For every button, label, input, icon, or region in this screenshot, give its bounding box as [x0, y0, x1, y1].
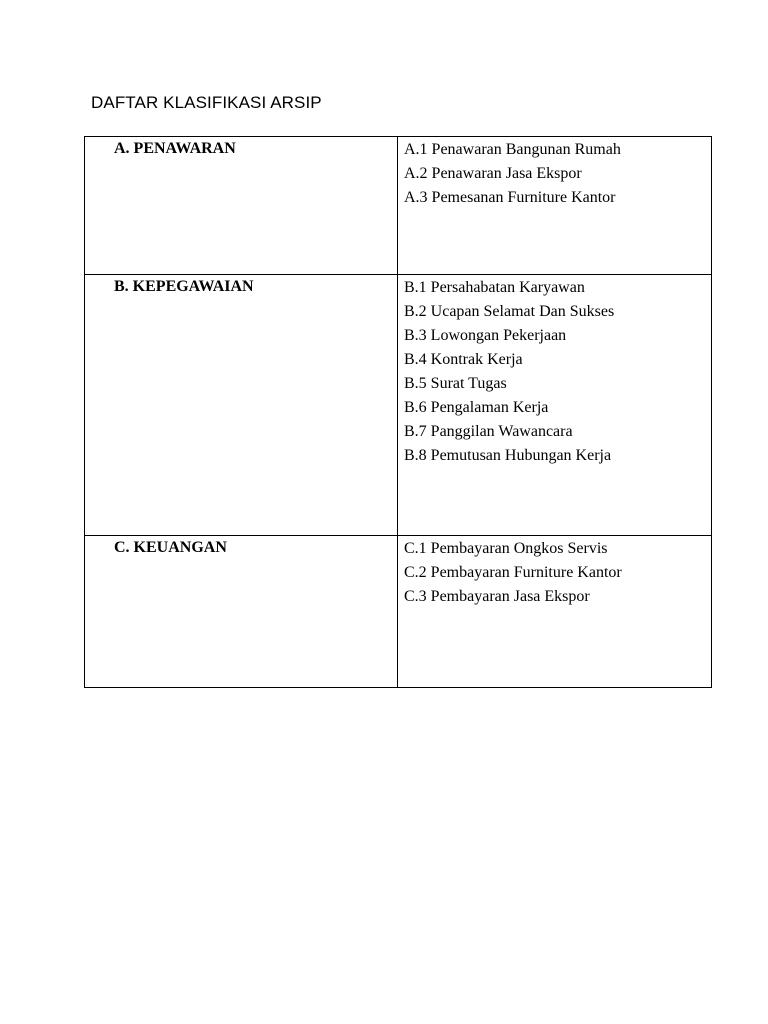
list-item: B.7 Panggilan Wawancara [404, 423, 573, 440]
list-item: B.5 Surat Tugas [404, 375, 507, 392]
category-label: B. KEPEGAWAIAN [114, 278, 254, 295]
item-list [398, 536, 711, 609]
list-item: A.1 Penawaran Bangunan Rumah [404, 141, 621, 158]
list-item: B.8 Pemutusan Hubungan Kerja [404, 447, 612, 464]
document-title: DAFTAR KLASIFIKASI ARSIP [91, 93, 322, 112]
table-row [85, 275, 712, 536]
items-cell [398, 137, 712, 275]
list-item: B.2 Ucapan Selamat Dan Sukses [404, 303, 615, 320]
item-list [398, 275, 711, 468]
list-item: A.2 Penawaran Jasa Ekspor [404, 165, 582, 182]
items-cell [398, 275, 712, 536]
category-cell [85, 536, 398, 688]
list-item: B.6 Pengalaman Kerja [404, 399, 549, 416]
list-item: C.1 Pembayaran Ongkos Servis [404, 540, 608, 557]
list-item: B.1 Persahabatan Karyawan [404, 279, 585, 296]
category-label: A. PENAWARAN [114, 140, 236, 157]
table-row [85, 137, 712, 275]
list-item: B.4 Kontrak Kerja [404, 351, 523, 368]
table-row [85, 536, 712, 688]
classification-table [84, 136, 712, 688]
list-item: C.2 Pembayaran Furniture Kantor [404, 564, 622, 581]
item-list [398, 137, 711, 210]
items-cell [398, 536, 712, 688]
list-item: A.3 Pemesanan Furniture Kantor [404, 189, 616, 206]
list-item: B.3 Lowongan Pekerjaan [404, 327, 567, 344]
category-cell [85, 137, 398, 275]
list-item: C.3 Pembayaran Jasa Ekspor [404, 588, 590, 605]
category-cell [85, 275, 398, 536]
category-label: C. KEUANGAN [114, 539, 227, 556]
